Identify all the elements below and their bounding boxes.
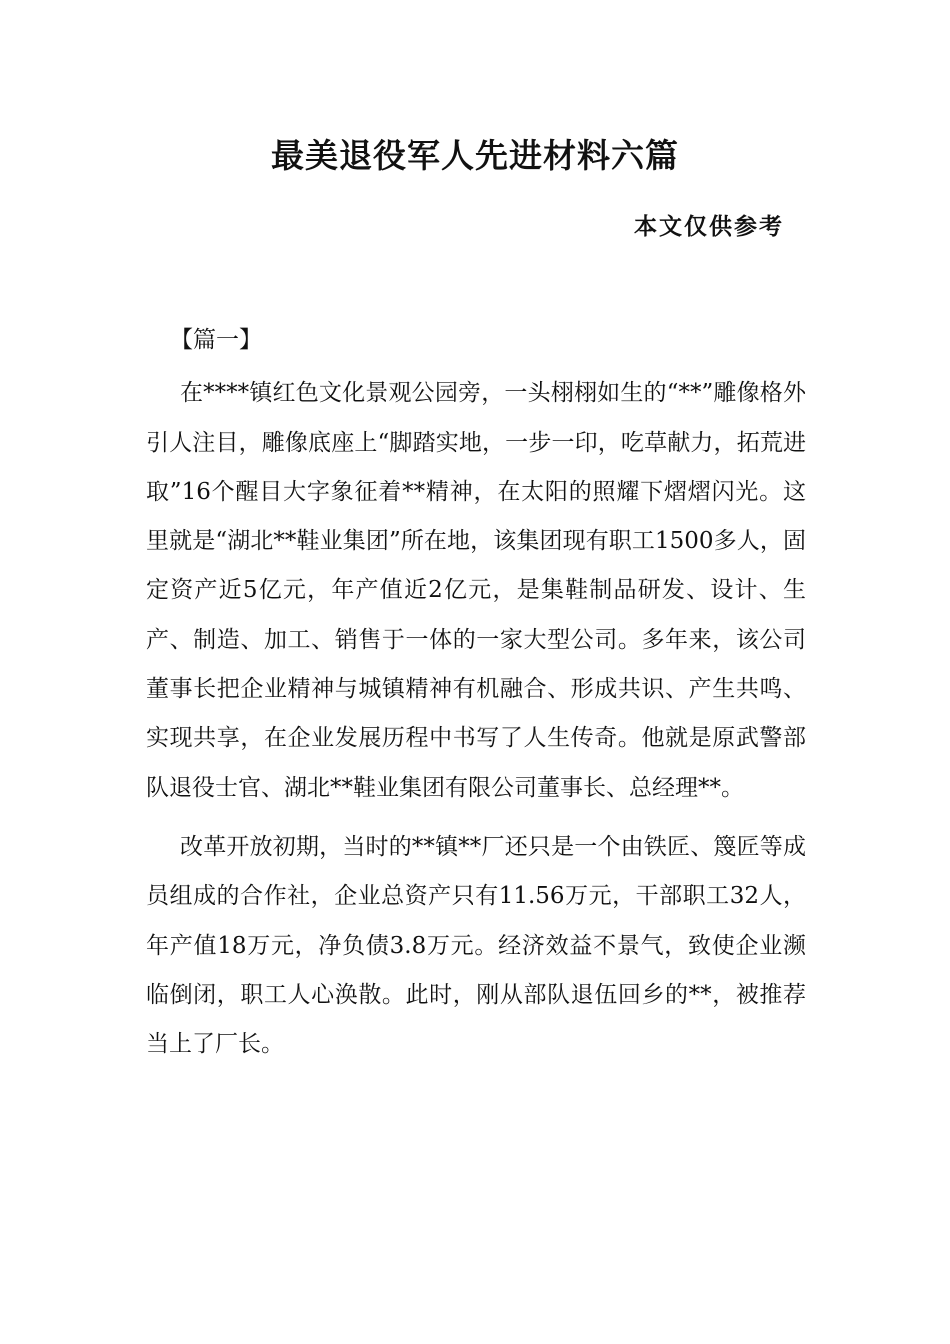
document-body — [146, 316, 806, 1069]
paragraph-2: 改革开放初期，当时的**镇**厂还只是一个由铁匠、篾匠等成员组成的合作社，企业总资产只有11.56万元，干部职工32人，年产值18万元，净负债3.8万元。经济效益不景气，致使企业濒临倒闭，职工人心涣散。此时，刚从部队退伍回乡的**，被推荐当上了厂长。 — [146, 833, 806, 1058]
paragraph-1: 在****镇红色文化景观公园旁，一头栩栩如生的“**”雕像格外引人注目，雕像底座上“脚踏实地，一步一印，吃草献力，拓荒进取”16个醒目大字象征着**精神，在太阳的照耀下熠熠闪光。这里就是“湖北**鞋业集团”所在地，该集团现有职工1500多人，固定资产近5亿元，年产值近2亿元，是集鞋制品研发、设计、生产、制造、加工、销售于一体的一家大型公司。多年来，该公司董事长把企业精神与城镇精神有机融合、形成共识、产生共鸣、实现共享，在企业发展历程中书写了人生传奇。他就是原武警部队退役士官、湖北**鞋业集团有限公司董事长、总经理**。 — [146, 380, 806, 801]
section-heading: 【篇一】 — [170, 327, 262, 353]
reference-note: 本文仅供参考 — [634, 213, 784, 240]
document-title: 最美退役军人先进材料六篇 — [271, 136, 679, 175]
